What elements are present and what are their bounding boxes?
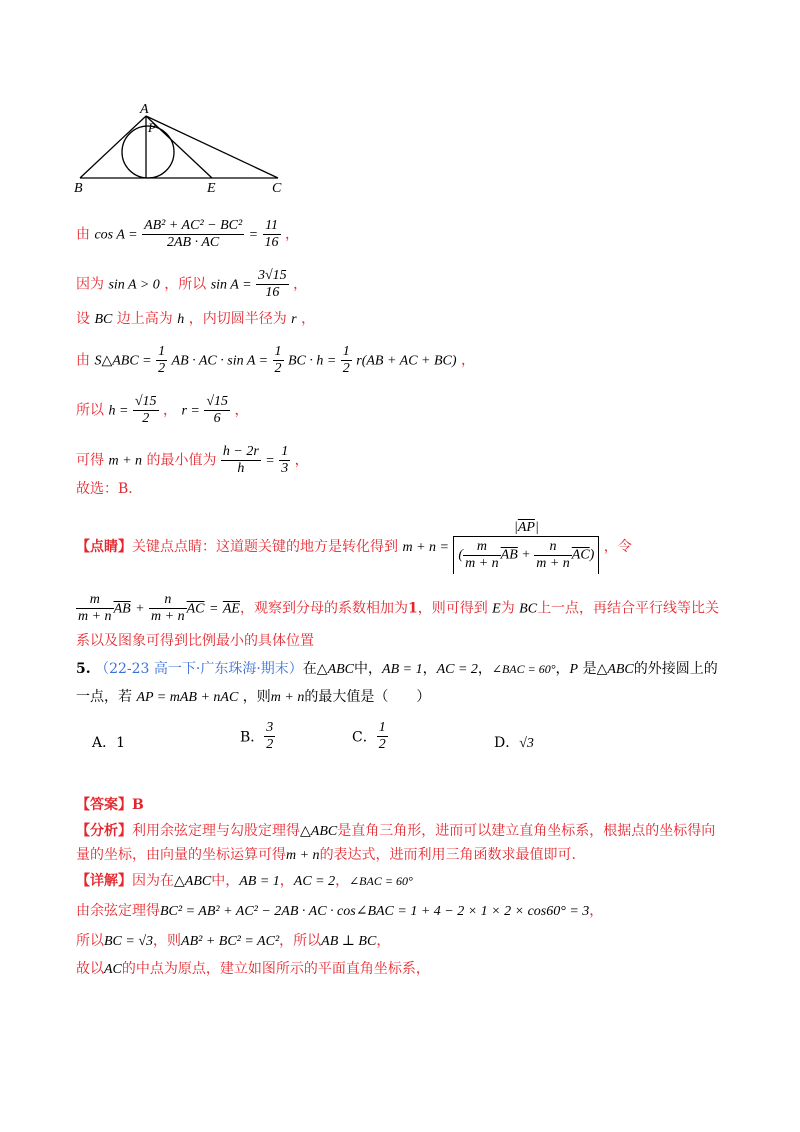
analysis-tag: 【分析】 [76, 823, 132, 839]
text: ， [234, 402, 249, 419]
math-expr: ∠BAC = 60° [349, 874, 413, 888]
text: ， [335, 873, 350, 889]
text: 因为在 [132, 873, 174, 889]
fraction [377, 720, 388, 753]
math-expr: h = [108, 403, 129, 419]
label-e: E [207, 181, 216, 196]
text: ，内切圆半径为 [188, 311, 287, 327]
frac-den: h [237, 461, 245, 476]
math-expr: E [492, 601, 501, 617]
dianjing-line-2 [76, 592, 719, 625]
detail-line-1 [76, 872, 413, 891]
math-expr: ∠BAC = 60° [491, 662, 556, 676]
text: ， [461, 352, 475, 369]
text: ， [477, 661, 492, 677]
fraction [156, 344, 167, 377]
frac-num: n [534, 539, 572, 556]
math-expr: AC = 2 [293, 874, 336, 889]
math-expr: △ABC [316, 662, 355, 677]
fraction [264, 720, 275, 753]
math-expr: AP = mAB + nAC [136, 690, 239, 705]
text: 的最大值是（ ） [304, 689, 431, 705]
math-expr: r [291, 312, 297, 327]
solution-line-area [76, 344, 475, 377]
segment-ab [80, 116, 146, 178]
math-expr: r(AB + AC + BC) [356, 353, 457, 369]
option-letter: B． [240, 729, 265, 746]
label-a: A [140, 102, 149, 117]
fraction [341, 344, 352, 377]
text: 关键点点睛：这道题关键的地方是转化得到 [132, 539, 398, 555]
text: 的中点为原点，建立如图所示的平面直角坐标系， [121, 961, 430, 977]
label-b: B [74, 181, 83, 196]
text: ， [163, 402, 177, 419]
text: 边上高为 [116, 311, 173, 327]
frac-num: 1 [281, 444, 289, 459]
text: ， [376, 933, 391, 949]
frac-num: 1 [274, 344, 282, 359]
math-expr: sin A > 0 [108, 277, 160, 293]
fraction [142, 218, 244, 251]
solution-line-sin [76, 268, 307, 301]
fraction [256, 268, 289, 301]
math-expr: BC [94, 312, 113, 327]
label-p: P [148, 120, 156, 135]
math-expr: AC = 2 [436, 662, 478, 677]
math-expr: AB² + BC² = AC² [181, 934, 280, 949]
detail-tag: 【详解】 [76, 873, 132, 889]
math-expr: BC · h = [288, 353, 337, 369]
text: 故以 [76, 961, 104, 977]
detail-line-2 [76, 902, 603, 921]
math-expr: = [265, 453, 275, 469]
frac-den: 2 [142, 411, 150, 426]
text: 在 [302, 661, 317, 677]
text: 由 [76, 352, 90, 369]
frac-num: 1 [158, 344, 166, 359]
option-c[interactable] [352, 720, 388, 753]
frac-den: 2 [378, 737, 386, 752]
solution-line-min [76, 444, 309, 477]
text: 的最小值为 [146, 452, 217, 469]
frac-den: 2 [274, 361, 282, 376]
text: ，则 [153, 933, 182, 949]
analysis-line-2 [76, 846, 576, 865]
frac-den: 2 [158, 361, 166, 376]
text: ， [301, 311, 316, 327]
math-expr: △ABC [174, 874, 212, 889]
frac-den: 2 [266, 737, 274, 752]
math-expr: m + n [108, 453, 143, 469]
detail-line-3 [76, 932, 390, 951]
option-a[interactable] [92, 732, 125, 752]
text: ， [293, 276, 308, 293]
frac-num: 11 [263, 218, 281, 235]
frac-den: 3 [281, 461, 289, 476]
text: ，观察到分母的系数相加为 [239, 600, 408, 617]
vector-ap: $\overline{AP}$ [517, 520, 535, 535]
math-expr: BC [519, 601, 538, 617]
problem-line-1 [76, 660, 718, 679]
text: 由 [76, 226, 90, 243]
fraction [221, 444, 261, 477]
text: 的表达式，进而利用三角函数求最值即可. [319, 847, 577, 863]
triangle-figure [70, 100, 300, 196]
solution-line-height [76, 310, 315, 329]
problem-number: 5. [76, 661, 91, 677]
fraction [279, 444, 290, 477]
answer-value: B [132, 797, 144, 813]
vector-ac: $\overline{AC}$ [571, 547, 590, 563]
label-c: C [272, 181, 282, 196]
equals: = [208, 601, 219, 617]
dianjing-line-3: 系以及图象可得到比例最小的具体位置 [76, 633, 314, 649]
fraction [273, 344, 284, 377]
text: 中， [211, 873, 240, 889]
frac-num: h − 2r [222, 444, 259, 459]
math-expr: AB · AC · sin A = [171, 353, 269, 369]
problem-line-2 [76, 688, 430, 707]
text: 上一点，再结合平行线等比关 [537, 600, 720, 617]
option-letter: C． [352, 729, 377, 746]
math-expr: S△ABC = [94, 353, 152, 369]
text: 由余弦定理得 [76, 903, 160, 919]
fraction [263, 218, 281, 251]
text: 利用余弦定理与勾股定理得 [132, 823, 300, 839]
math-expr: = [248, 227, 259, 243]
fraction [534, 539, 572, 572]
frac-num: 1 [378, 720, 386, 735]
text: 中， [354, 661, 383, 677]
fraction [463, 539, 501, 572]
frac-num: 3 [266, 720, 274, 735]
vector-ab: $\overline{AB}$ [500, 547, 518, 563]
frac-num: 3√15 [258, 268, 287, 283]
math-expr: sin A = [210, 277, 252, 293]
text: 所以 [76, 402, 104, 419]
math-expr: m + n [286, 848, 320, 863]
answer-line [76, 796, 144, 814]
math-expr: r = [181, 403, 200, 419]
text: ， [294, 452, 309, 469]
dianjing-line-1 [76, 520, 632, 574]
vector-ab: $\overline{AB}$ [113, 601, 131, 617]
math-expr: cos A = [94, 227, 138, 243]
fraction [133, 394, 159, 427]
text: 量的坐标，由向量的坐标运算可得 [76, 847, 286, 863]
frac-den: 16 [264, 235, 279, 250]
math-expr: AB = 1 [382, 662, 423, 677]
dianjing-tag: 【点睛】 [76, 539, 132, 555]
vector-ac: $\overline{AC}$ [186, 601, 205, 617]
fraction [149, 592, 187, 625]
frac-num: √15 [206, 394, 228, 409]
frac-den: 16 [265, 285, 280, 300]
frac-num: $|\overline{AP}|$ [453, 520, 599, 537]
math-expr: AB ⊥ BC [321, 934, 377, 949]
math-expr: m + n = [402, 540, 449, 555]
math-expr: BC = √3 [104, 934, 154, 949]
text: ，所以 [164, 276, 207, 293]
answer-tag: 【答案】 [76, 797, 132, 813]
frac-den: ( $\frac{m}{m + n}$ $\overline{AB}$ + $\frac{n}{m + n}$ $\overline{AC}$) [453, 537, 599, 574]
text: ， [555, 661, 570, 677]
text: ， [589, 903, 604, 919]
vector-ae: $\overline{AE}$ [222, 601, 240, 617]
analysis-line-1 [76, 822, 715, 841]
option-letter: A． [92, 735, 117, 751]
frac-den: 2 [342, 361, 350, 376]
math-expr: AB = 1 [239, 874, 280, 889]
option-value: √3 [519, 736, 534, 751]
frac-den: m + n [536, 556, 570, 571]
solution-line-choice: 故选：B. [76, 481, 133, 497]
frac-den: m + n [151, 609, 185, 624]
math-expr: P [569, 662, 579, 677]
fraction [76, 592, 114, 625]
text: 1 [407, 600, 418, 617]
text: 一点，若 [76, 689, 132, 705]
text: 所以 [76, 933, 104, 949]
text: 的外接圆上的 [633, 661, 718, 677]
math-expr: h [177, 312, 185, 327]
segment-ac [146, 116, 278, 178]
text: ， [422, 661, 437, 677]
plus: + [521, 547, 531, 563]
text: ， [285, 226, 299, 243]
text: ，则 [242, 689, 271, 705]
text: ，令 [603, 539, 632, 555]
text: 可得 [76, 452, 104, 469]
solution-line-cos [76, 218, 299, 251]
frac-num: √15 [134, 394, 157, 409]
frac-num: 1 [342, 344, 350, 359]
frac-num: m [76, 592, 114, 609]
big-fraction [453, 520, 599, 574]
fraction [204, 394, 230, 427]
frac-den: 6 [213, 411, 221, 426]
option-d[interactable] [494, 732, 534, 752]
math-expr: △ABC [596, 662, 634, 677]
frac-num: m [463, 539, 501, 556]
text: ，则可得到 [417, 600, 488, 617]
plus: + [135, 601, 145, 617]
detail-line-4 [76, 960, 430, 979]
text: ， [279, 873, 294, 889]
solution-line-hr [76, 394, 248, 427]
text: 设 [76, 311, 90, 327]
math-expr: △ABC [300, 824, 338, 839]
text: ，所以 [279, 933, 322, 949]
math-expr: AC [104, 962, 122, 977]
text: 因为 [76, 276, 104, 293]
problem-source: （22-23 高一下·广东珠海·期末） [95, 661, 303, 677]
frac-num: n [149, 592, 187, 609]
text: 为 [500, 600, 515, 617]
frac-num: AB² + AC² − BC² [144, 218, 243, 233]
math-expr: BC² = AB² + AC² − 2AB · AC · cos∠BAC = 1 + 4 − 2 × 1 × 2 × cos60° = 3 [160, 904, 590, 919]
math-expr: m + n [270, 690, 305, 705]
frac-den: m + n [78, 609, 112, 624]
option-value: 1 [116, 735, 126, 751]
option-letter: D． [494, 735, 520, 751]
option-b[interactable] [240, 720, 275, 753]
frac-den: 2AB · AC [167, 235, 220, 250]
frac-den: m + n [465, 556, 499, 571]
text: 是直角三角形，进而可以建立直角坐标系，根据点的坐标得向 [337, 823, 716, 839]
text: 是 [582, 661, 597, 677]
